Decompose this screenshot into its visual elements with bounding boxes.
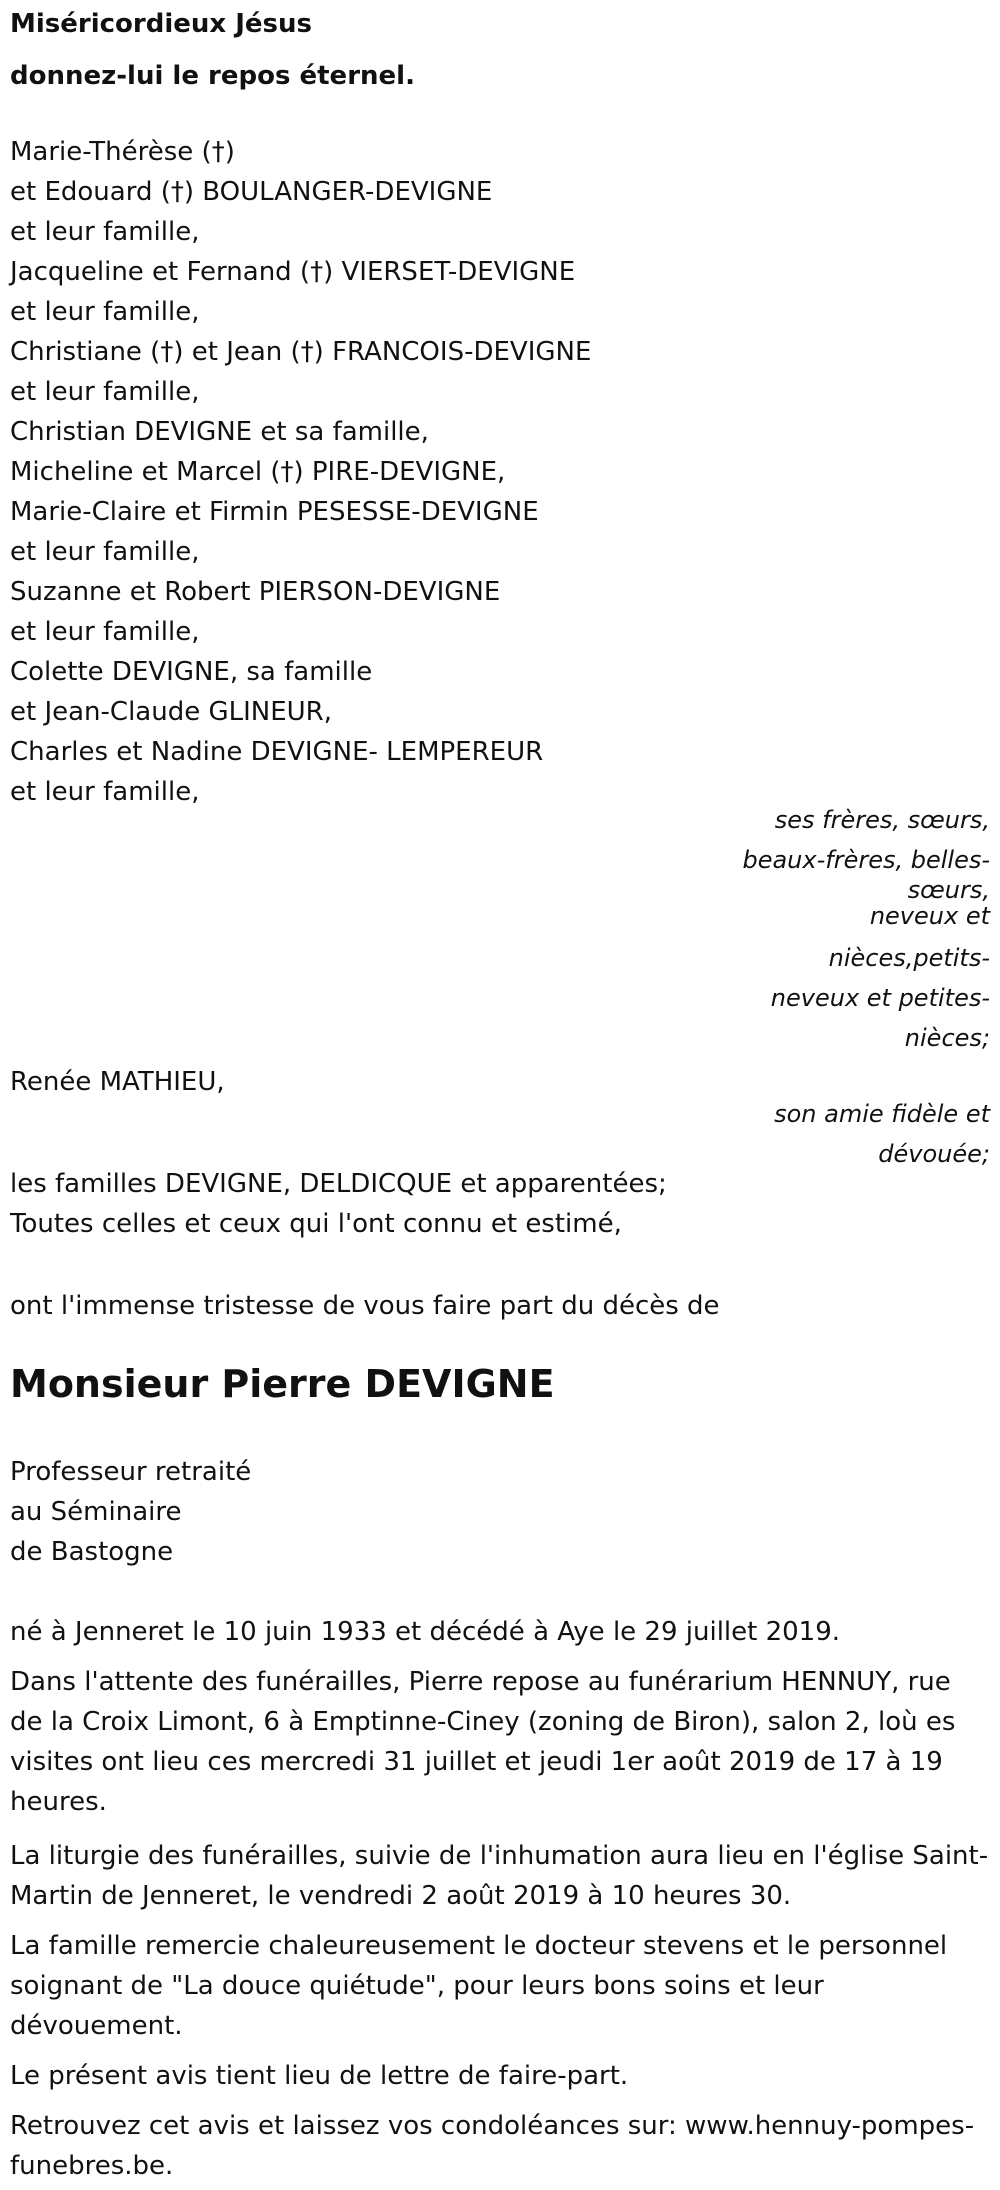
visitation-paragraph: Dans l'attente des funérailles, Pierre repose au funérarium HENNUY, rue de la Croix Limont, 6 à Emptinne-Ciney (zoning de Biron), salon 2, loù es visites ont lieu ces mercredi 31 juillet et jeudi 1er août 2019 de 17 à 19 heures.	[10, 1667, 956, 1817]
relation-siblings-line: sœurs,	[907, 876, 990, 904]
relation-friend-line: dévouée;	[878, 1140, 990, 1168]
family-line: et leur famille,	[10, 217, 200, 247]
family-line: et leur famille,	[10, 537, 200, 567]
relation-friend-line: son amie fidèle et	[774, 1100, 990, 1128]
family-line: Colette DEVIGNE, sa famille	[10, 657, 373, 687]
deceased-name: Monsieur Pierre DEVIGNE	[10, 1362, 555, 1406]
relation-nephews-line: nièces;	[904, 1024, 990, 1052]
announcement: ont l'immense tristesse de vous faire part du décès de	[10, 1291, 720, 1321]
relation-siblings-line: beaux-frères, belles-	[742, 846, 990, 874]
family-line: Suzanne et Robert PIERSON-DEVIGNE	[10, 577, 501, 607]
birth-death-paragraph: né à Jenneret le 10 juin 1933 et décédé à Aye le 29 juillet 2019.	[10, 1617, 841, 1647]
thanks-paragraph: La famille remercie chaleureusement le docteur stevens et le personnel soignant de "La douce quiétude", pour leurs bons soins et leur dévouement.	[10, 1931, 948, 2041]
header-line-1: Miséricordieux Jésus	[10, 9, 312, 39]
relation-nephews-line: neveux et	[869, 902, 990, 930]
title-line: de Bastogne	[10, 1537, 174, 1567]
relation-siblings-line: ses frères, sœurs,	[774, 806, 990, 834]
family-line: et Jean-Claude GLINEUR,	[10, 697, 333, 727]
condolences-paragraph: Retrouvez cet avis et laissez vos condoléances sur: www.hennuy-pompes-funebres.be.	[10, 2111, 975, 2181]
relation-nephews-line: nièces,petits-	[828, 944, 990, 972]
family-line: Charles et Nadine DEVIGNE- LEMPEREUR	[10, 737, 544, 767]
family-line: Christian DEVIGNE et sa famille,	[10, 417, 429, 447]
closing-line: les familles DEVIGNE, DELDICQUE et apparentées;	[10, 1169, 667, 1199]
friend-name: Renée MATHIEU,	[10, 1067, 225, 1097]
notice-paragraph: Le présent avis tient lieu de lettre de faire-part.	[10, 2061, 629, 2091]
family-line: Christiane (†) et Jean (†) FRANCOIS-DEVIGNE	[10, 337, 592, 367]
relation-nephews-line: neveux et petites-	[770, 984, 990, 1012]
family-line: et leur famille,	[10, 297, 200, 327]
header-line-2: donnez-lui le repos éternel.	[10, 61, 415, 91]
family-line: Marie-Thérèse (†)	[10, 137, 235, 167]
family-line: Micheline et Marcel (†) PIRE-DEVIGNE,	[10, 457, 506, 487]
closing-line: Toutes celles et ceux qui l'ont connu et estimé,	[10, 1209, 622, 1239]
family-line: Jacqueline et Fernand (†) VIERSET-DEVIGNE	[10, 257, 576, 287]
family-line: Marie-Claire et Firmin PESESSE-DEVIGNE	[10, 497, 539, 527]
liturgy-paragraph: La liturgie des funérailles, suivie de l'inhumation aura lieu en l'église Saint-Martin de Jenneret, le vendredi 2 août 2019 à 10 heures 30.	[10, 1841, 989, 1911]
title-line: Professeur retraité	[10, 1457, 252, 1487]
family-line: et leur famille,	[10, 777, 200, 807]
title-line: au Séminaire	[10, 1497, 182, 1527]
family-line: et leur famille,	[10, 377, 200, 407]
family-line: et Edouard (†) BOULANGER-DEVIGNE	[10, 177, 493, 207]
family-line: et leur famille,	[10, 617, 200, 647]
